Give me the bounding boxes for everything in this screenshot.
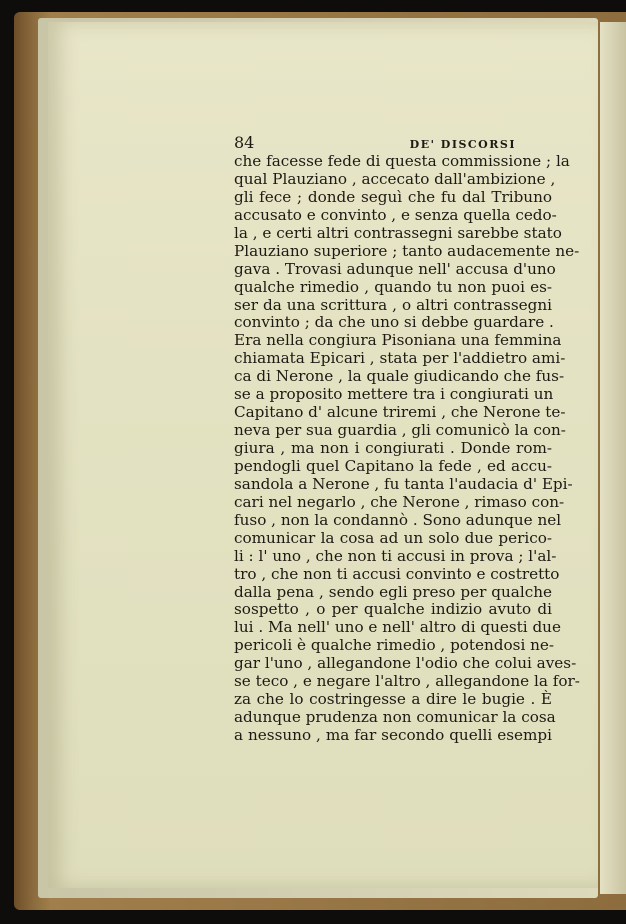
running-head: DE' DISCORSI — [409, 138, 516, 151]
text-line: convinto ; da che uno si debbe guardare . — [234, 313, 554, 332]
text-line: chiamata Epicari , stata per l'addietro ami- — [234, 349, 566, 368]
text-line: gar l'uno , allegandone l'odio che colui aves- — [234, 654, 577, 673]
text-block — [234, 133, 580, 745]
body-text — [234, 152, 580, 745]
text-line: dalla pena , sendo egli preso per qualche — [234, 582, 552, 601]
text-line: za che lo costringesse a dire le bugie . È — [234, 690, 552, 709]
text-line: gava . Trovasi adunque nell' accusa d'uno — [234, 259, 556, 278]
text-line: ca di Nerone , la quale giudicando che fus- — [234, 367, 565, 386]
text-line: pendogli quel Capitano la fede , ed accu- — [234, 456, 552, 475]
text-line: neva per sua guardia , gli comunicò la con- — [234, 421, 566, 440]
text-line: tro , che non ti accusi convinto e costretto — [234, 564, 560, 583]
text-line: lui . Ma nell' uno e nell' altro di questi due — [234, 618, 561, 637]
text-line: li : l' uno , che non ti accusi in prova ; l'al- — [234, 546, 557, 565]
opposite-page-edge — [600, 22, 626, 894]
page-number: 84 — [234, 133, 255, 152]
text-line: Era nella congiura Pisoniana una femmina — [234, 331, 562, 350]
text-line: che facesse fede di questa commissione ; la — [234, 152, 570, 170]
text-line: gli fece ; donde seguì che fu dal Tribuno — [234, 187, 552, 206]
text-line: se a proposito mettere tra i congiurati un — [234, 385, 554, 404]
text-line: sandola a Nerone , fu tanta l'audacia d' Epi- — [234, 474, 573, 493]
text-line: qualche rimedio , quando tu non puoi es- — [234, 277, 552, 296]
text-line: accusato e convinto , e senza quella cedo- — [234, 205, 557, 224]
text-line: pericoli è qualche rimedio , potendosi ne- — [234, 636, 555, 655]
text-line: ser da una scrittura , o altri contrassegni — [234, 295, 552, 314]
text-line: Plauziano superiore ; tanto audacemente ne- — [234, 241, 580, 260]
text-line: Capitano d' alcune triremi , che Nerone te- — [234, 403, 566, 422]
text-line: se teco , e negare l'altro , allegandone la for- — [234, 672, 580, 691]
page-header — [234, 133, 552, 153]
text-line: qual Plauziano , accecato dall'ambizione , — [234, 169, 556, 188]
text-line: giura , ma non i congiurati . Donde rom- — [234, 439, 552, 457]
text-line: fuso , non la condannò . Sono adunque nel — [234, 510, 562, 529]
text-line: cari nel negarlo , che Nerone , rimaso con- — [234, 492, 565, 511]
text-line: la , e certi altri contrassegni sarebbe stato — [234, 223, 562, 242]
text-line: sospetto , o per qualche indizio avuto di — [234, 600, 552, 619]
text-line: comunicar la cosa ad un solo due perico- — [234, 528, 552, 547]
text-line: a nessuno , ma far secondo quelli esempi — [234, 726, 552, 744]
text-line: adunque prudenza non comunicar la cosa — [234, 708, 556, 727]
